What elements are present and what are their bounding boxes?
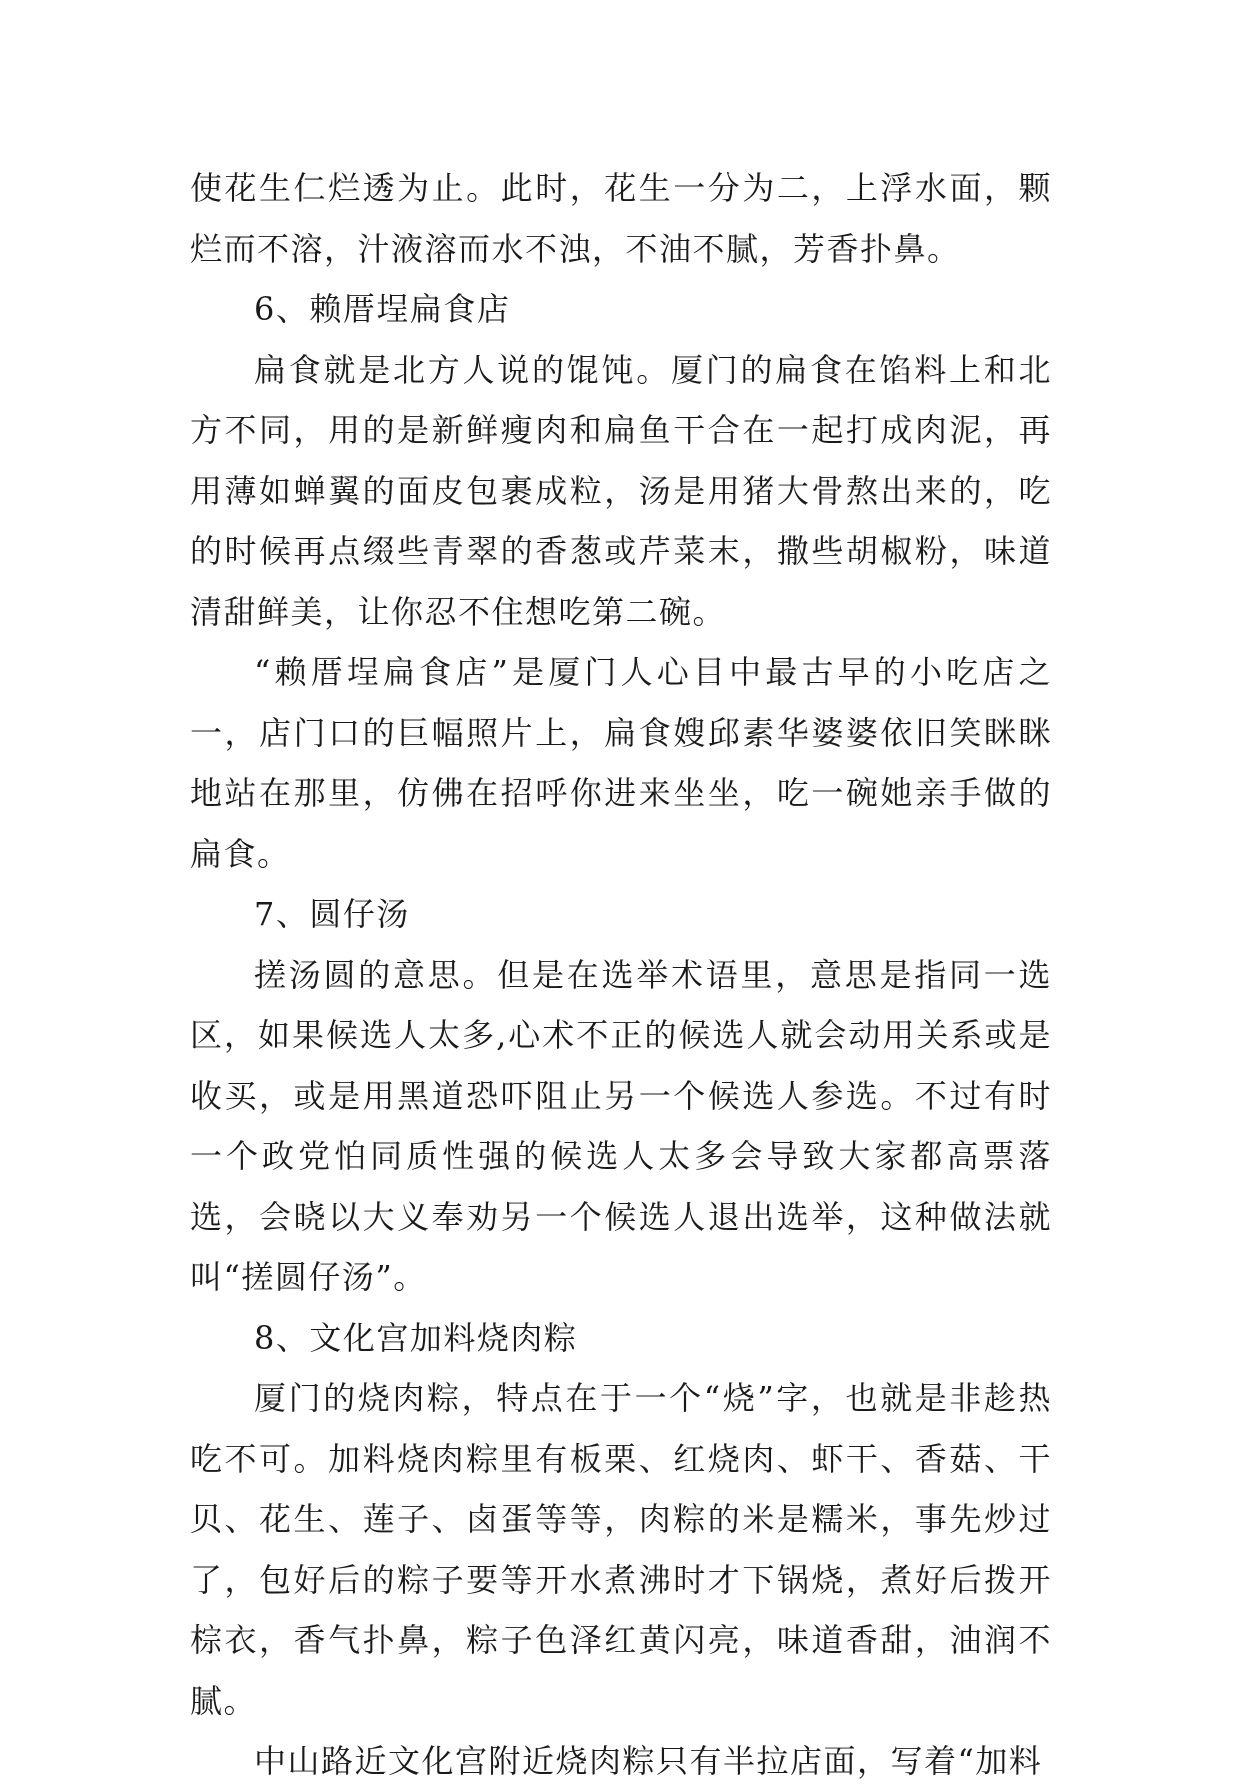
section-heading-6: 6、赖厝埕扁食店 (254, 290, 511, 328)
paragraph-continuation: 使花生仁烂透为止。此时，花生一分为二，上浮水面，颗烂而不溶，汁液溶而水不浊，不油不腻，芳香扑鼻。 (190, 169, 1052, 268)
paragraph-zhongshan-road: 中山路近文化宫附近烧肉粽只有半拉店面，写着“加料 (254, 1742, 1043, 1780)
paragraph-yuanzaitang: 搓汤圆的意思。但是在选举术语里，意思是指同一选区，如果候选人太多,心术不正的候选人就会动用关系或是收买，或是用黑道恐吓阻止另一个候选人参选。不过有时一个政党怕同质性强的候选人太多会导致大家都高票落选，会晓以大义奉劝另一个候选人退出选举，这种做法就叫“搓圆仔汤”。 (190, 955, 1052, 1296)
document-body (190, 158, 1052, 1792)
section-heading-8: 8、文化宫加料烧肉粽 (254, 1318, 578, 1357)
section-heading-7: 7、圆仔汤 (254, 895, 410, 933)
paragraph-shaorouzong: 厦门的烧肉粽，特点在于一个“烧”字，也就是非趁热吃不可。加料烧肉粽里有板栗、红烧肉、虾干、香菇、干贝、花生、莲子、卤蛋等等，肉粽的米是糯米，事先炒过了，包好后的粽子要等开水煮沸时才下锅烧，煮好后拨开棕衣，香气扑鼻，粽子色泽红黄闪亮，味道香甜，油润不腻。 (190, 1379, 1052, 1720)
paragraph-bianshi-shop: “赖厝埕扁食店”是厦门人心目中最古早的小吃店之一，店门口的巨幅照片上，扁食嫂邱素华婆婆依旧笑眯眯地站在那里，仿佛在招呼你进来坐坐，吃一碗她亲手做的扁食。 (190, 653, 1052, 873)
paragraph-bianshi-intro: 扁食就是北方人说的馄饨。厦门的扁食在馅料上和北方不同，用的是新鲜瘦肉和扁鱼干合在一起打成肉泥，再用薄如蝉翼的面皮包裹成粒，汤是用猪大骨熬出来的，吃的时候再点缀些青翠的香葱或芹菜末，撒些胡椒粉，味道清甜鲜美，让你忍不住想吃第二碗。 (190, 350, 1052, 631)
